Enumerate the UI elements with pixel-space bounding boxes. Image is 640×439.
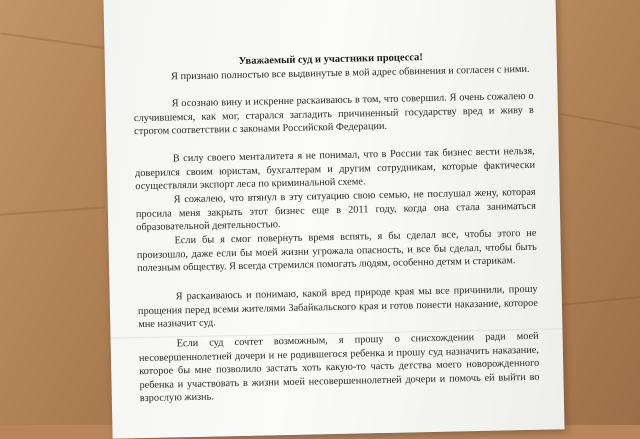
wood-grain	[560, 113, 639, 129]
wood-grain	[0, 206, 105, 215]
paragraph-mentality: В силу своего менталитета я не понимал, что в России так бизнес вести нельзя, доверился своим юристам, бухгалтерам и другим сотрудникам, которые фактически осуществляли экспорт леса по криминальной схеме.	[134, 145, 536, 193]
letter-sheet	[103, 0, 564, 439]
paragraph-remorse: Я осознаю вину и искренне раскаиваюсь в том, что совершил. Я очень сожалею о случившемся, как мог, старался загладить причиненный государству вред и живу в строгом соответствии с законами Российской Федерации.	[133, 90, 534, 138]
wood-grain	[560, 296, 640, 306]
paragraph-admission: Я признаю полностью все выдвинутые в мой адрес обвинения и согласен с ними.	[170, 63, 530, 83]
letter-title: Уважаемый суд и участники процесса!	[238, 52, 423, 67]
paragraph-family: Я сожалею, что втянул в эту ситуацию свою семью, не послушал жену, которая просила меня закрыть этот бизнес еще в 2011 году, когда она стала заниматься образовательной деятельностью.	[135, 186, 536, 234]
wood-grain	[0, 32, 109, 49]
paragraph-apology: Я раскаиваюсь и понимаю, какой вред природе края мы все причинили, прошу прощения перед всеми жителями Забайкальского края и готов понести наказание, которое мне назначит суд.	[137, 283, 539, 331]
paragraph-turn-back-time: Если бы я смог повернуть время вспять, я бы сделал все, чтобы этого не произошло, даже если бы моей жизни угрожала опасность, и все бы сделал, чтобы быть полезным обществу. Я всегда стремился помогать людям, особенно детям и старикам.	[136, 227, 537, 275]
paragraph-leniency-request: Если суд сочтет возможным, я прошу о снисхождении ради моей несовершеннолетней дочери и не родившегося ребенка и прошу суд назначить наказание, которое бы мне позволило застать хоть какую-то часть детства моего новорожденного ребенка и участвовать в жизни моей несовершеннолетней дочери и помочь ей выйти во взрослую жизнь.	[138, 330, 540, 405]
